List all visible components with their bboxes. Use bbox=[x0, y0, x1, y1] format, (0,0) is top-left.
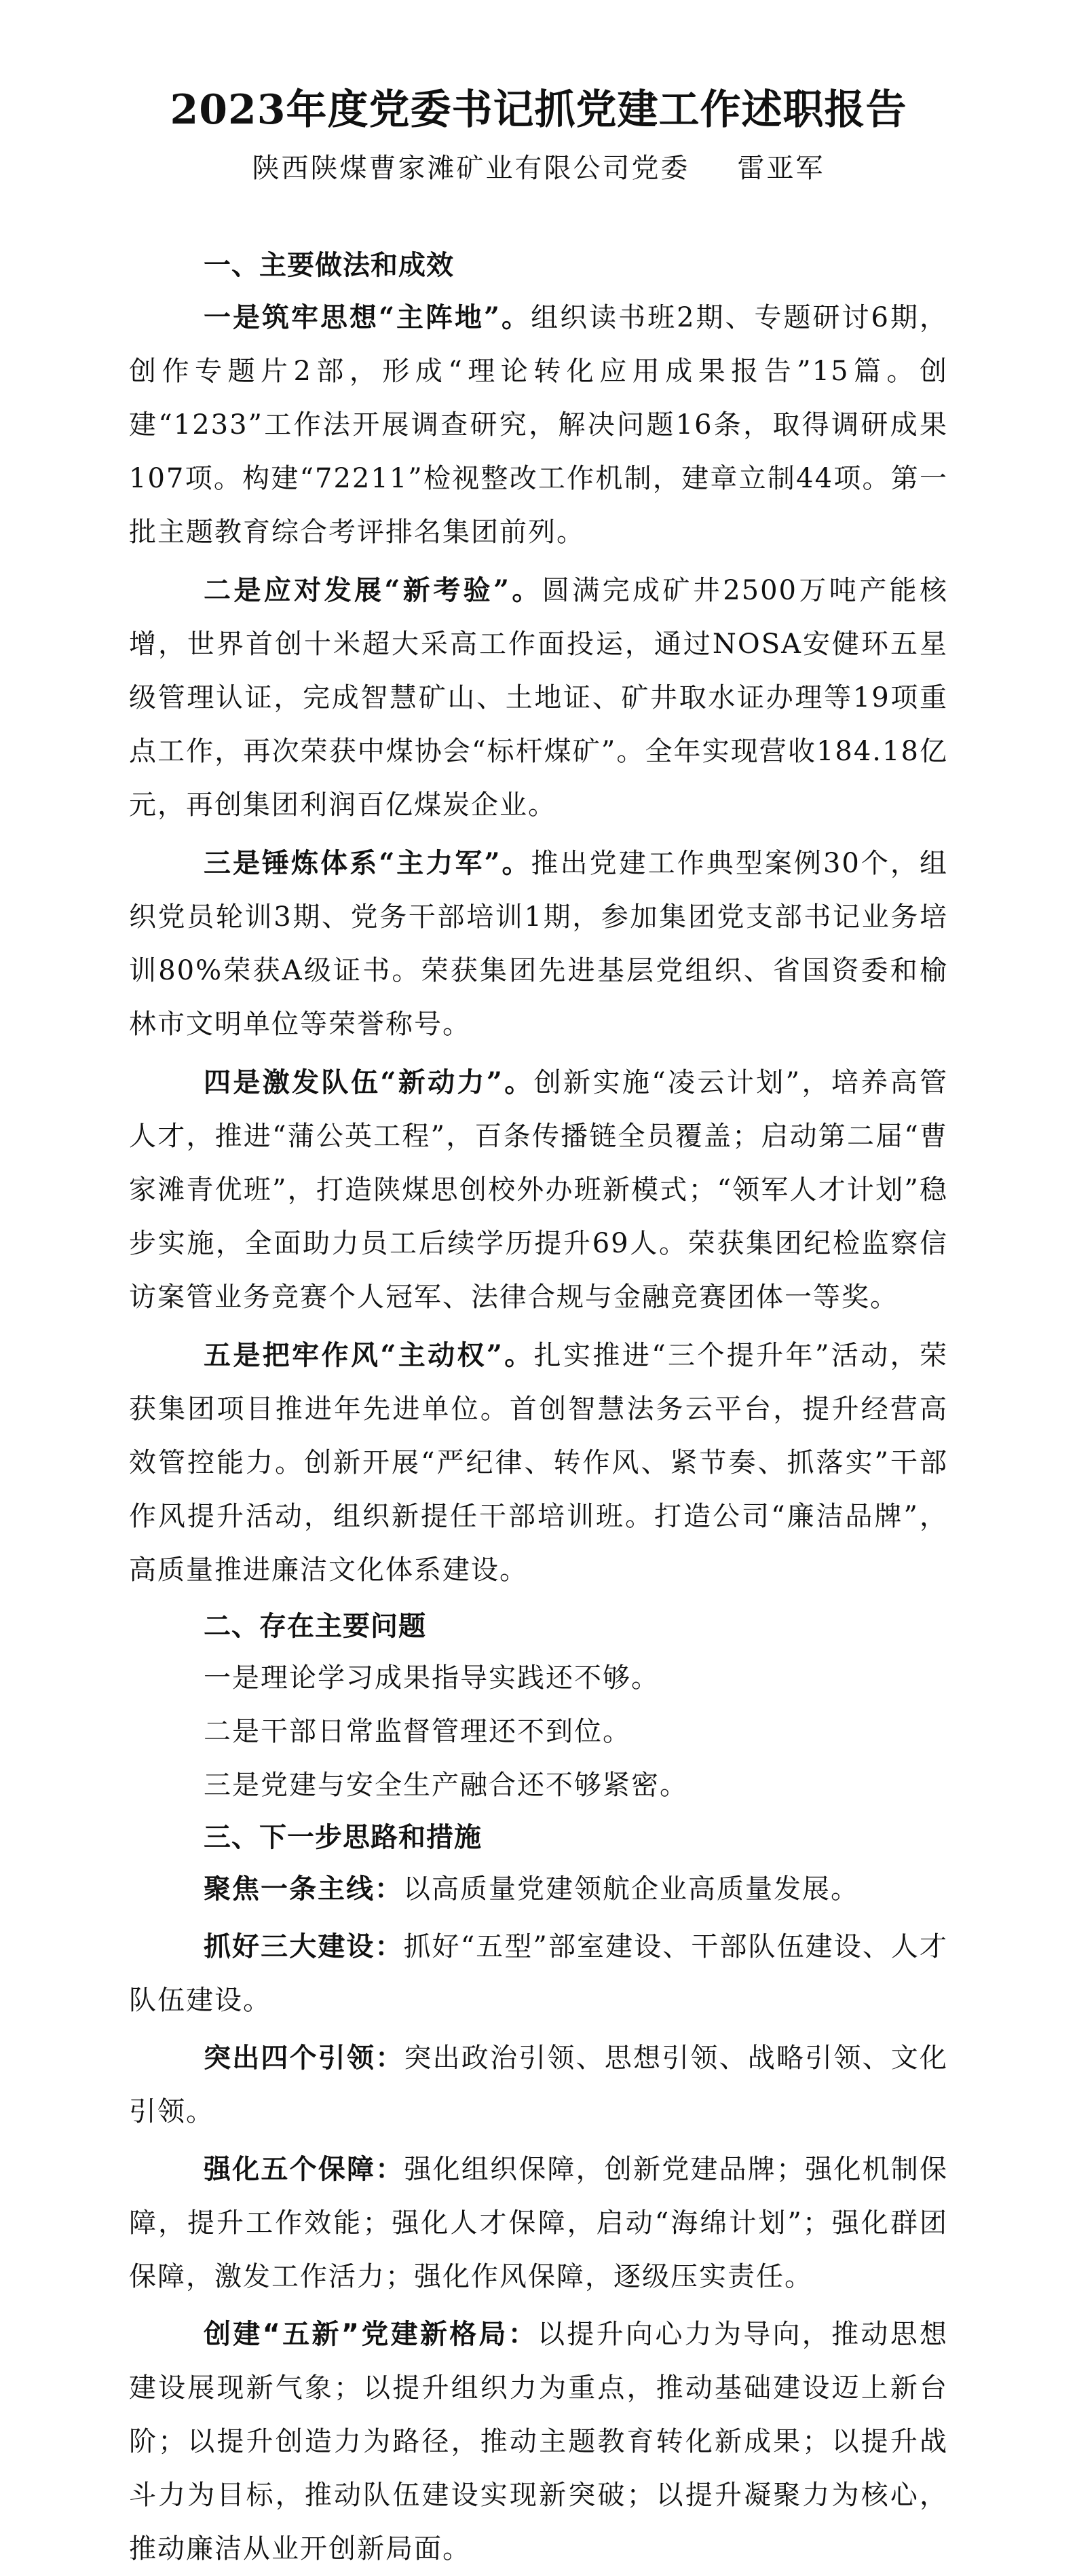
paragraph-lead: 一是筑牢思想“主阵地”。 bbox=[204, 301, 531, 333]
section-heading-next-steps: 三、下一步思路和措施 bbox=[204, 1822, 482, 1853]
author-name: 雷亚军 bbox=[737, 153, 825, 184]
paragraph bbox=[129, 1056, 948, 1324]
paragraph bbox=[129, 291, 948, 559]
paragraph-lead: 突出四个引领： bbox=[204, 2042, 404, 2074]
paragraph-text: 创新实施“凌云计划”，培养高管人才，推进“蒲公英工程”，百条传播链全员覆盖；启动第二届“曹家滩青优班”，打造陕煤思创校外办班新模式；“领军人才计划”稳步实施，全面助力员工后续学历提升69人。荣获集团纪检监察信访案管业务竞赛个人冠军、法律合规与金融竞赛团体一等奖。 bbox=[129, 1067, 948, 1313]
paragraph bbox=[129, 2308, 948, 2576]
paragraph-lead: 三是锤炼体系“主力军”。 bbox=[204, 847, 531, 879]
paragraph-lead: 五是把牢作风“主动权”。 bbox=[204, 1339, 534, 1371]
paragraph-text: 组织读书班2期、专题研讨6期，创作专题片2部，形成“理论转化应用成果报告”15篇。创建“1233”工作法开展调查研究，解决问题16条，取得调研成果107项。构建“72211”检视整改工作机制，建章立制44项。第一批主题教育综合考评排名集团前列。 bbox=[129, 302, 949, 548]
document-subtitle bbox=[129, 148, 948, 189]
paragraph bbox=[129, 1920, 948, 2028]
paragraph-lead: 抓好三大建设： bbox=[204, 1931, 404, 1962]
paragraph bbox=[129, 1328, 948, 1597]
document-title: 2023年度党委书记抓党建工作述职报告 bbox=[170, 86, 907, 134]
paragraph-lead: 创建“五新”党建新格局： bbox=[204, 2319, 538, 2350]
section-heading-achievements: 一、主要做法和成效 bbox=[204, 250, 454, 281]
paragraph-text: 推出党建工作典型案例30个，组织党员轮训3期、党务干部培训1期，参加集团党支部书记业务培训80%荣获A级证书。荣获集团先进基层党组织、省国资委和榆林市文明单位等荣誉称号。 bbox=[129, 848, 949, 1040]
paragraph-lead: 二是应对发展“新考验”。 bbox=[204, 574, 542, 606]
paragraph bbox=[129, 2032, 948, 2139]
paragraph-text: 强化组织保障，创新党建品牌；强化机制保障，提升工作效能；强化人才保障，启动“海绵计划”；强化群团保障，激发工作活力；强化作风保障，逐级压实责任。 bbox=[129, 2154, 949, 2292]
paragraph-lead: 四是激发队伍“新动力”。 bbox=[204, 1066, 534, 1098]
paragraph-text: 以提升向心力为导向，推动思想建设展现新气象；以提升组织力为重点，推动基础建设迈上新台阶；以提升创造力为路径，推动主题教育转化新成果；以提升战斗力为目标，推动队伍建设实现新突破；以提升凝聚力为核心，推动廉洁从业开创新局面。 bbox=[129, 2319, 948, 2564]
section-heading-problems: 二、存在主要问题 bbox=[204, 1611, 426, 1642]
problem-item: 三是党建与安全生产融合还不够紧密。 bbox=[204, 1770, 688, 1801]
paragraph bbox=[129, 2143, 948, 2304]
paragraph bbox=[129, 1863, 948, 1916]
paragraph-text: 抓好“五型”部室建设、干部队伍建设、人才队伍建设。 bbox=[129, 1931, 949, 2016]
paragraph-text: 突出政治引领、思想引领、战略引领、文化引领。 bbox=[129, 2042, 949, 2127]
paragraph-lead: 聚焦一条主线： bbox=[204, 1873, 403, 1905]
paragraph-text: 扎实推进“三个提升年”活动，荣获集团项目推进年先进单位。首创智慧法务云平台，提升经营高效管控能力。创新开展“严纪律、转作风、紧节奏、抓落实”干部作风提升活动，组织新提任干部培训班。打造公司“廉洁品牌”，高质量推进廉洁文化体系建设。 bbox=[129, 1340, 948, 1586]
paragraph-text: 以高质量党建领航企业高质量发展。 bbox=[403, 1873, 859, 1905]
problem-item: 二是干部日常监督管理还不到位。 bbox=[204, 1716, 631, 1747]
problem-item: 一是理论学习成果指导实践还不够。 bbox=[204, 1662, 660, 1694]
organization-name: 陕西陕煤曹家滩矿业有限公司党委 bbox=[252, 153, 690, 184]
paragraph-lead: 强化五个保障： bbox=[204, 2154, 404, 2185]
paragraph-text: 圆满完成矿井2500万吨产能核增，世界首创十米超大采高工作面投运，通过NOSA安健环五星级管理认证，完成智慧矿山、土地证、矿井取水证办理等19项重点工作，再次荣获中煤协会“标杆煤矿”。全年实现营收184.18亿元，再创集团利润百亿煤炭企业。 bbox=[129, 575, 949, 821]
paragraph bbox=[129, 563, 948, 832]
paragraph bbox=[129, 836, 948, 1051]
